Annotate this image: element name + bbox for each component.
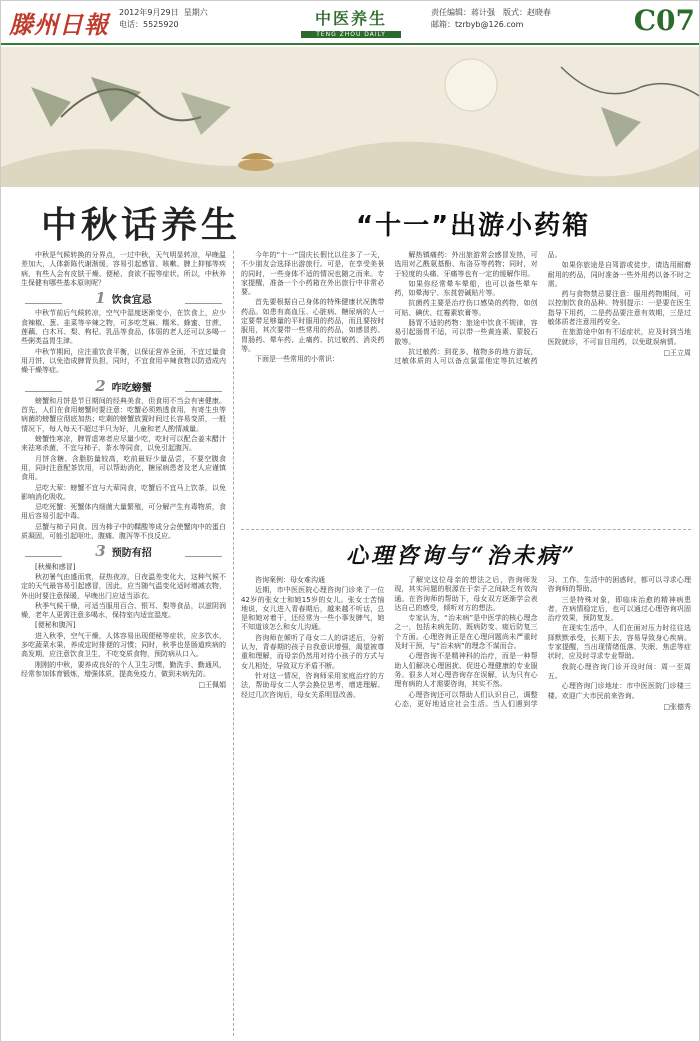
article3-paragraph: 心理咨询不是精神科的治疗，而是一种帮助人们解决心理困扰、促进心理健康的专业服务。很多人对心理咨询存在误解，认为只有心理有病的人才需要咨询，其实不然。 xyxy=(394,652,538,689)
article3-paragraph: 我院心理咨询门诊开设时间：周一至周五。 xyxy=(547,662,691,680)
article1-paragraph: 中秋节前后气候转凉，空气中湿度逐渐变小，在饮食上，应少食辣椒、葱、韭菜等辛辣之物，可多吃芝麻、糯米、蜂蜜、甘蔗、莲藕、白木耳、梨、枸杞、乳品等食品，体弱的老人还可以多喝一些粥类益胃生津。 xyxy=(21,309,226,346)
article1-paragraph: 刚刚的中秋，要养成良好的个人卫生习惯，勤洗手、勤通风，经常参加体育锻炼，增强体质，提高免疫力，做到未病先防。 xyxy=(21,660,226,678)
masthead xyxy=(1,1,700,45)
article3-paragraph: 在现实生活中，人们在面对压力时往往选择默默承受，长期下去，容易导致身心疾病。专家提醒，当出现情绪低落、失眠、焦虑等症状时，应及时寻求专业帮助。 xyxy=(547,624,691,661)
article1-paragraph: 忌吃死蟹：死蟹体内细菌大量繁殖，可分解产生有毒物质，食用后容易引起中毒。 xyxy=(21,503,226,521)
article2-title: “十一”出游小药箱 xyxy=(356,211,591,241)
article1-body xyxy=(21,251,226,1036)
article3-paragraph: 咨询案例：母女难沟通 xyxy=(255,576,325,584)
issue-weekday: 星期六 xyxy=(183,8,208,17)
section-number: 1 xyxy=(95,289,106,308)
page-code: C07 xyxy=(633,4,695,37)
article3-paragraph: 近期，市中医医院心理咨询门诊来了一位42岁的张女士和她15岁的女儿。张女士苦恼地说，女儿进入青春期后，越来越不听话，总是和她对着干，还经常为一些小事发脾气，她不知道该怎么和女儿沟通。 xyxy=(241,586,385,632)
article1-section-3-heading xyxy=(21,542,226,561)
article3-paragraph: 心理咨询门诊地址：市中医医院门诊楼三楼。欢迎广大市民前来咨询。 xyxy=(547,682,691,700)
newspaper-logo: 滕州日報 xyxy=(9,10,109,39)
article2-paragraph: 下面是一些常用的小常识： xyxy=(255,355,339,364)
section-number: 3 xyxy=(95,542,106,561)
article1-paragraph: 忌吃大荤：螃蟹不宜与大荤同食，吃蟹后不宜马上饮茶，以免影响消化吸收。 xyxy=(21,483,226,501)
article3-paragraph: 心理咨询还可以帮助人们认识自己，调整心态，更好地适应社会生活。当人们遇到学习、工作、生活中的困惑时，都可以寻求心理咨询师的帮助。 xyxy=(394,576,691,708)
article3-paragraph: 了解完这位母亲的想法之后，咨询师发现，其实问题的根源在于亲子之间缺乏有效沟通。在咨询师的帮助下，母女双方逐渐学会表达自己的感受，倾听对方的想法。 xyxy=(394,576,538,612)
section-title: 中医养生 xyxy=(314,9,387,28)
article1-section-2-heading xyxy=(21,376,226,395)
section-title: 饮食宜忌 xyxy=(111,295,152,307)
article2-paragraph: 抗菌药主要是治疗伤口感染的药物，如创可贴、碘伏、红霉素软膏等。 xyxy=(394,299,538,317)
article3-paragraph: 专家认为，“治未病”是中医学的核心理念之一，包括未病先防、既病防变、瘥后防复三个方面。心理咨询正是在心理问题尚未严重时及时干预，与“治未病”的理念不谋而合。 xyxy=(394,614,538,651)
article3-body xyxy=(241,576,691,1036)
article2-paragraph: 药与食物禁忌要注意：服用药物期间，可以控制饮食的品种。特别提示：一是要在医生指导下用药，二是药品要注意有效期，三是过敏体质者注意用药安全。 xyxy=(547,290,691,327)
article1-paragraph: 螃蟹和月饼是节日期间的经典美食，但食用不当会有害健康。首先，人们在食用螃蟹时要注意：吃蟹必须熟透食用，有寄生虫等病菌的螃蟹应彻底加热；吃剩的螃蟹放置时间过长容易变质，一般情况下，每人每天不超过半只为好，儿童和老人酌情减量。 xyxy=(21,396,226,433)
editor-info xyxy=(431,7,551,31)
section-header xyxy=(301,6,401,38)
issue-meta xyxy=(119,7,208,31)
article1-paragraph: 中秋节期间，应注重饮食平衡，以保证营养全面，不宜过量食用月饼，以免造成脾胃负担，同时，不宜食用辛辣食物以防造成内燥干燥等症。 xyxy=(21,347,226,375)
article3-paragraph: 咨询师在倾听了母女二人的讲述后，分析认为，青春期的孩子自我意识增强，渴望被尊重和理解，而母亲仍然用对待小孩子的方式与女儿相处，导致双方矛盾不断。 xyxy=(241,633,385,670)
column-divider xyxy=(233,251,234,1036)
article3-paragraph: 针对这一情况，咨询师采用家庭治疗的方法，帮助母女二人学会换位思考，增进理解。经过几次咨询后，母女关系明显改善。 xyxy=(241,671,385,699)
article1-paragraph: 螃蟹性寒凉，脾胃虚寒者应尽量少吃，吃时可以配合姜末醋汁来祛寒杀菌，不宜与柿子、茶水等同食，以免引起腹泻。 xyxy=(21,435,226,453)
article2-paragraph: 肠胃不适的药物：旅途中饮食不规律，容易引起肠胃不适，可以带一些黄连素、蒙脱石散等。 xyxy=(394,319,538,346)
article1-paragraph: 秋季气候干燥，可适当服用百合、银耳、梨等食品，以滋阴润燥，老年人更需注意多喝水，保持室内适宜湿度。 xyxy=(21,601,226,620)
article1-paragraph: 忌蟹与柿子同食。因为柿子中的鞣酸等成分会使蟹肉中的蛋白质凝固，可能引起呕吐、腹痛、腹泻等不良反应。 xyxy=(21,522,226,541)
article2-paragraph: 如果你经常晕车晕船，也可以备些晕车药，如晕海宁、东莨菪碱贴片等。 xyxy=(394,279,538,298)
article1-section-1-heading xyxy=(21,289,226,308)
banner-illustration xyxy=(1,47,700,187)
editor-names: 责任编辑：蒋计强 版式：赵晓春 xyxy=(431,8,551,17)
section-title: 咋吃螃蟹 xyxy=(111,382,152,394)
article1-paragraph: [秋燥和感冒] xyxy=(35,562,76,571)
article2-paragraph: 解热镇痛药：外出旅游常会感冒发热，可选用对乙酰氨基酚、布洛芬等药物；同时，对于轻度的头痛、牙痛等也有一定的缓解作用。 xyxy=(394,251,538,278)
article2-paragraph: 如果你旅途是自驾游或徒步，请选用耐磨耐用的药品，同时准备一些外用药以备不时之需。 xyxy=(547,261,691,288)
section-number: 2 xyxy=(95,376,106,395)
article2-paragraph: 今年的“十一”国庆长假比以往多了一天，不少朋友会选择出游旅行。可是，在享受美景的同时，一些身体不适的情况也随之而来。专家提醒，准备一个小药箱在外出旅行中非常必要。 xyxy=(241,251,385,297)
article3-paragraph: 三是特殊对象，即临床治愈的精神病患者，在病情稳定后，也可以通过心理咨询巩固治疗效果，预防复发。 xyxy=(547,595,691,623)
article1-paragraph: [便秘和腹泻] xyxy=(35,621,76,630)
section-title: 预防有招 xyxy=(111,548,152,560)
article1-paragraph: 秋初暑气由盛而衰，昼热夜凉，日夜温差变化大，这种气候不定的天气最容易引起感冒，因此，应当随气温变化适时增减衣物，外出时要注意保暖，早晚出门应适当添衣。 xyxy=(21,572,226,600)
article1-title: 中秋话养生 xyxy=(41,204,242,246)
editor-email: 邮箱：tzrbyb@126.com xyxy=(431,20,524,29)
issue-phone: 电话：5525920 xyxy=(119,20,179,29)
article1-paragraph: 月饼含糖、含脂肪量较高，吃前最好少量品尝，不要空腹食用，同时注意配茶饮用，可以帮助消化，糖尿病患者及老人应谨慎食用。 xyxy=(21,454,226,482)
ink-painting-banner xyxy=(1,47,700,187)
article3-title: 心理咨询与“治未病” xyxy=(346,543,578,569)
article2-body xyxy=(241,251,691,521)
article2-paragraph: 抗过敏药：到花多、植物多的地方游玩，过敏体质的人可以备点氯雷他定等抗过敏药品。 xyxy=(394,251,562,366)
article2-paragraph: 在旅游途中如有不适症状，应及时到当地医院就诊，不可盲目用药，以免耽误病情。 xyxy=(547,328,691,346)
article1-paragraph: 进入秋季，空气干燥，人体容易出现便秘等症状，应多饮水，多吃蔬菜水果，养成定时排便的习惯；同时，秋季也是肠道疾病的高发期，应注意饮食卫生，不吃变质食物，预防病从口入。 xyxy=(21,631,226,659)
issue-date: 2012年9月29日 xyxy=(119,8,179,17)
article2-signature: □王立周 xyxy=(663,348,691,357)
article1-signature: □王佩娟 xyxy=(198,681,226,690)
article3-signature: □张德秀 xyxy=(663,702,691,711)
article2-paragraph: 首先要根据自己身体的特殊健康状况携带药品。如患有高血压、心脏病、糖尿病的人一定要带足够量的平时服用的药品，而且要按时服用，其次要带一些常用的药品，如感冒药、胃肠药、晕车药、止痛药、抗过敏药、消炎药等。 xyxy=(241,298,385,353)
section-subtitle: TENG ZHOU DAILY xyxy=(301,31,401,38)
article1-intro: 中秋是气候转换的分界点，一过中秋，天气明显转凉，早晚温差加大，人体新陈代谢渐缓，容易引起感冒、咳嗽、脾上抑郁等疾病，有些人会有皮肤干燥、便秘、食欲不振等症状。所以，中秋养生保健有哪些基本原则呢？ xyxy=(21,251,226,287)
article-separator xyxy=(241,529,691,530)
